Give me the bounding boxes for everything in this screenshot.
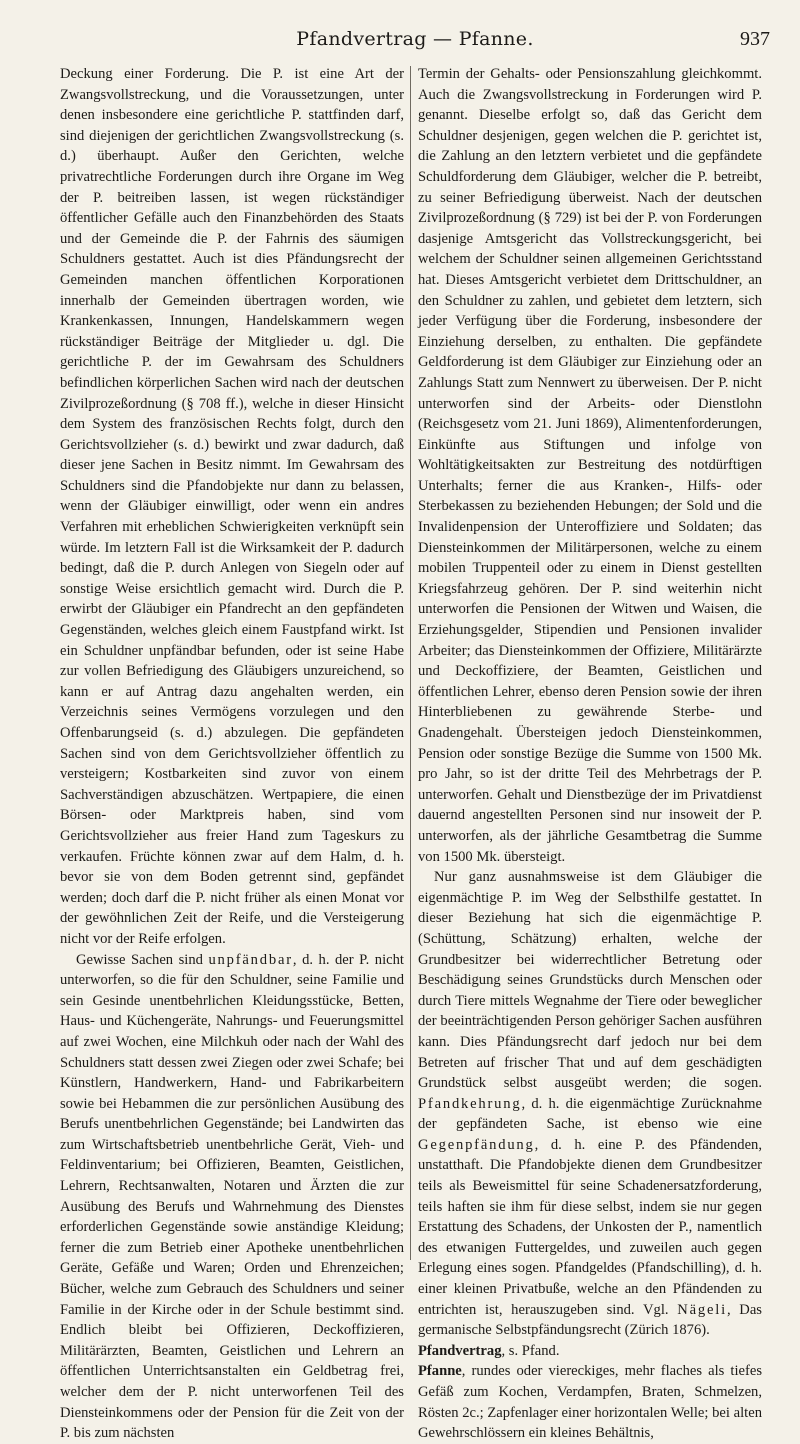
text-run: Gewisse Sachen sind: [76, 951, 209, 968]
page-header: [60, 28, 770, 58]
spaced-term: Pfandkehrung: [418, 1095, 522, 1112]
entry-headword: Pfanne: [418, 1363, 462, 1380]
page-number: 937: [740, 28, 770, 50]
entry-headword: Pfandvertrag: [418, 1342, 502, 1359]
paragraph: Deckung einer Forderung. Die P. ist eine Art der Zwangsvollstreckung, und die Voraussetzungen, unter denen insbesondere eine gerichtliche P. stattfinden darf, sind diejenigen der gerichtlichen Zwangsvollstreckung (s. d.) überhaupt. Außer den Gerichten, welche privatrechtliche Forderungen durch ihre Organe im Weg der P. beitreiben lassen, ist wegen rückständiger öffentlicher Gefälle auch den Finanzbehörden des Staats und der Gemeinde die P. der Fahrnis des säumigen Schuldners gestattet. Auch ist dies Pfändungsrecht der Gemeinden manchen öffentlichen Korporationen innerhalb der Gemeinden übertragen worden, wie Krankenkassen, Innungen, Handelskammern wegen rückständiger Beiträge der Mitglieder u. dgl. Die gerichtliche P. der im Gewahrsam des Schuldners befindlichen körperlichen Sachen wird nach der deutschen Zivilprozeßordnung (§ 708 ff.), welche in dieser Hinsicht dem System des französischen Rechts folgt, durch den Gerichtsvollzieher (s. d.) bewirkt und zwar dadurch, daß dieser jene Sachen in Besitz nimmt. Im Gewahrsam des Schuldners sind die Pfandobjekte nur dann zu belassen, wenn der Gläubiger einwilligt, oder wenn ein andres Verfahren mit erheblichen Schwierigkeiten verknüpft sein würde. Im letztern Fall ist die Wirksamkeit der P. dadurch bedingt, daß die P. durch Anlegen von Siegeln oder auf sonstige Weise ersichtlich gemacht wird. Durch die P. erwirbt der Gläubiger ein Pfandrecht an den gepfändeten Gegenständen, welches gleich einem Faustpfand wirkt. Ist ein Schuldner unpfändbar befunden, oder ist seine Habe zur vollen Befriedigung des Gläubigers unzureichend, so kann er auf Antrag dazu angehalten werden, ein Verzeichnis seines Vermögens vorzulegen und den Offenbarungseid (s. d.) abzulegen. Die gepfändeten Sachen sind von dem Gerichtsvollzieher öffentlich zu versteigern; Kostbarkeiten sind zuvor von einem Sachverständigen abzuschätzen. Wertpapiere, die einen Börsen- oder Marktpreis haben, sind vom Gerichtsvollzieher aus freier Hand zum Tageskurs zu verkaufen. Früchte können zwar auf dem Halm, d. h. bevor sie von dem Boden getrennt sind, gepfändet werden; doch darf die P. nicht früher als einen Monat vor der gewöhnlichen Zeit der Reife, und die Versteigerung nicht vor der Reife erfolgen.: [60, 66, 404, 947]
left-column: [60, 64, 404, 1442]
text-run: , d. h. der P. nicht unterworfen, so die für den Schuldner, seine Familie und sein Gesinde unentbehrlichen Kleidungsstücke, Betten, Haus- und Küchengeräte, Nahrungs- und Feuerungsmittel auf zwei Wochen, eine Milchkuh oder nach der Wahl des Schuldners statt dessen zwei Ziegen oder zwei Schafe; bei Künstlern, Handwerkern, Hand- und Fabrikarbeitern sowie bei Hebammen die zur persönlichen Ausübung des Berufs unentbehrlichen Gegenstände; bei Landwirten das zum Wirtschaftsbetrieb unentbehrliche Gerät, Vieh- und Feldinventarium; bei Offizieren, Beamten, Geistlichen, Lehrern, Rechtsanwalten, Notaren und Ärzten die zur Ausübung des Berufs und Wahrnehmung des Dienstes erforderlichen Gegenstände sowie anständige Kleidung; ferner die zum Betrieb einer Apotheke unentbehrlichen Geräte, Gefäße und Waren; Orden und Ehrenzeichen; Bücher, welche zum Gebrauch des Schuldners und seiner Familie in der Kirche oder in der Schule bestimmt sind. Endlich bleibt bei Offizieren, Deckoffizieren, Militärärzten, Beamten, Geistlichen und Lehrern an öffentlichen Unterrichtsanstalten ein Geldbetrag frei, welcher dem der P. nicht unterworfenen Teil des Diensteinkommens oder der Pension für die Zeit von der P. bis zum nächsten: [60, 951, 404, 1442]
entry-text: , rundes oder viereckiges, mehr flaches als tiefes Gefäß zum Kochen, Verdampfen, Braten, Schmelzen, Rösten 2c.; Zapfenlager einer horizontalen Welle; bei alten Gewehrschlössern ein kleines Behältnis,: [418, 1363, 762, 1442]
paragraph: Termin der Gehalts- oder Pensionszahlung gleichkommt. Auch die Zwangsvollstreckung in Forderungen wird P. genannt. Dieselbe erfolgt so, daß das Gericht dem Schuldner desjenigen, gegen welchen die P. gerichtet ist, die Zahlung an den letztern verbietet und die gepfändete Schuldforderung dem Gläubiger, welcher die P. betreibt, zu seiner Befriedigung überweist. Nach der deutschen Zivilprozeßordnung (§ 729) ist bei der P. von Forderungen dasjenige Amtsgericht das Vollstreckungsgericht, bei welchem der Schuldner seinen allgemeinen Gerichtsstand hat. Dieses Amtsgericht verbietet dem Drittschuldner, an den Schuldner zu zahlen, und gebietet dem letztern, sich jeder Verfügung über die Forderung, insbesondere der Einziehung derselben, zu enthalten. Die gepfändete Geldforderung ist dem Gläubiger zur Einziehung oder an Zahlungs Statt zum Nennwert zu überweisen. Der P. nicht unterworfen sind der Arbeits- oder Dienstlohn (Reichsgesetz vom 21. Juni 1869), Alimentenforderungen, Einkünfte aus Stiftungen und infolge von Wohltätigkeitsakten zur Bestreitung des notdürftigen Unterhalts; ferner die aus Kranken-, Hilfs- oder Sterbekassen zu beziehenden Hebungen; der Sold und die Invalidenpension der Unteroffiziere und Soldaten; das Diensteinkommen der Militärpersonen, welche zu einem mobilen Truppenteil oder zu einem in Dienst gestellten Kriegsfahrzeug gehören. Der P. sind weiterhin nicht unterworfen die Pensionen der Witwen und Waisen, die Erziehungsgelder, Stipendien und Pensionen invalider Arbeiter; das Diensteinkommen der Offiziere, Militärärzte und Deckoffiziere, der Beamten, Geistlichen und öffentlichen Lehrer, ebenso deren Pension sowie der ihren Hinterbliebenen zu gewährende Sterbe- und Gnadengehalt. Übersteigen jedoch Diensteinkommen, Pension oder sonstige Bezüge die Summe von 1500 Mk. pro Jahr, so ist der dritte Teil des Mehrbetrags der P. unterworfen. Gehalt und Dienstbezüge der im Privatdienst dauernd angestellten Personen sind nur insoweit der P. unterworfen, als der jährliche Gesamtbetrag die Summe von 1500 Mk. übersteigt.: [418, 66, 762, 865]
text-run: Nur ganz ausnahmsweise ist dem Gläubiger die eigenmächtige P. im Weg der Selbsthilfe gestattet. In dieser Beziehung hat sich die eigenmächtige P. (Schüttung, Schätzung) erhalten, welche der Grundbesitzer bei widerrechtlicher Betretung oder Beschädigung seines Grundstücks durch Menschen oder durch Tiere mittels Wegnahme der Tiere oder beweglicher der beeinträchtigenden Person gehöriger Sachen ausführen kann. Dies Pfändungsrecht darf jedoch nur bei dem Betreten auf frischer That und auf dem geschädigten Grundstück selbst ausgeübt werden; die sogen.: [418, 869, 762, 1092]
text-run: , Das germanische Selbstpfändungsrecht (Zürich 1876).: [418, 1301, 762, 1339]
author-name: Nägeli: [677, 1301, 727, 1318]
entry-pfanne: [418, 1361, 762, 1443]
running-head: Pfandvertrag — Pfanne.: [296, 28, 534, 50]
spaced-term: Gegenpfändung: [418, 1136, 535, 1153]
paragraph: [418, 867, 762, 1341]
column-divider: [410, 66, 411, 1260]
text-run: , d. h. eine P. des Pfändenden, unstatthaft. Die Pfandobjekte dienen dem Grundbesitzer teils als Beweismittel für seine Schadenersatzforderung, teils haften sie ihm für diese selbst, indem sie nur gegen Erstattung des Schadens, der Unkosten der P., namentlich des etwanigen Futtergeldes, und zuweilen auch gegen Erlegung eines sogen. Pfandgeldes (Pfandschilling), d. h. einer kleinen Privatbuße, welche an den Pfändenden zu entrichten ist, herauszugeben sind. Vgl.: [418, 1136, 762, 1318]
entry-pfandvertrag: [418, 1341, 762, 1362]
text-run: , d. h. die eigenmächtige Zurücknahme der gepfändeten Sache, ist ebenso wie eine: [418, 1095, 762, 1133]
paragraph: [60, 950, 404, 1444]
entry-text: , s. Pfand.: [501, 1342, 560, 1359]
right-column: [418, 64, 762, 1442]
spaced-term: unpfändbar: [208, 951, 293, 968]
